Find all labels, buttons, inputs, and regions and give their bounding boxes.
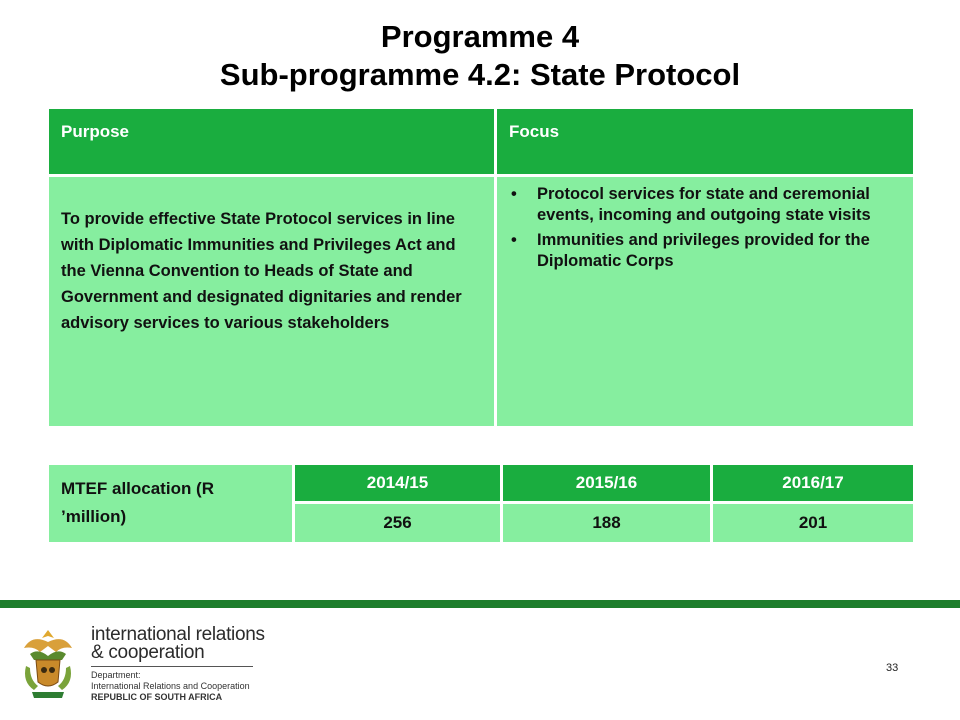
mtef-year-header: 2016/17 — [713, 465, 913, 501]
focus-cell — [497, 177, 913, 426]
focus-header: Focus — [497, 109, 913, 174]
purpose-header: Purpose — [49, 109, 494, 174]
title-line-2: Sub-programme 4.2: State Protocol — [219, 57, 741, 92]
logo-line-2: & cooperation — [91, 642, 205, 663]
purpose-focus-table — [49, 109, 913, 426]
page-number: 33 — [886, 662, 899, 674]
mtef-year-header: 2015/16 — [503, 465, 710, 501]
logo-line-1: international relations — [91, 624, 265, 645]
mtef-value: 256 — [295, 504, 500, 542]
logo-divider — [91, 666, 253, 667]
focus-item: • Protocol services for state and ceremonial events, incoming and outgoing state visits — [525, 184, 899, 226]
mtef-value: 201 — [713, 504, 913, 542]
focus-item: • Immunities and privileges provided for the Diplomatic Corps — [525, 230, 899, 272]
footer-divider-bar — [0, 600, 960, 608]
mtef-year-header: 2014/15 — [295, 465, 500, 501]
mtef-value: 188 — [503, 504, 710, 542]
department-name: International Relations and Cooperation — [91, 681, 250, 691]
title-line-1: Programme 4 — [380, 19, 580, 54]
mtef-label: MTEF allocation (R ’million) — [49, 465, 292, 542]
department-label: Department: — [91, 670, 141, 680]
department-logo — [91, 626, 291, 703]
focus-list — [497, 177, 913, 272]
slide-title — [0, 18, 960, 94]
purpose-text: To provide effective State Protocol services in line with Diplomatic Immunities and Privileges Act and the Vienna Convention to Heads of State and Government and designated dignitaries and render advisory services to various stakeholders — [61, 210, 462, 332]
country-name: REPUBLIC OF SOUTH AFRICA — [91, 692, 223, 702]
mtef-table — [49, 465, 913, 542]
coat-of-arms-icon — [18, 626, 78, 700]
purpose-cell — [49, 177, 494, 426]
